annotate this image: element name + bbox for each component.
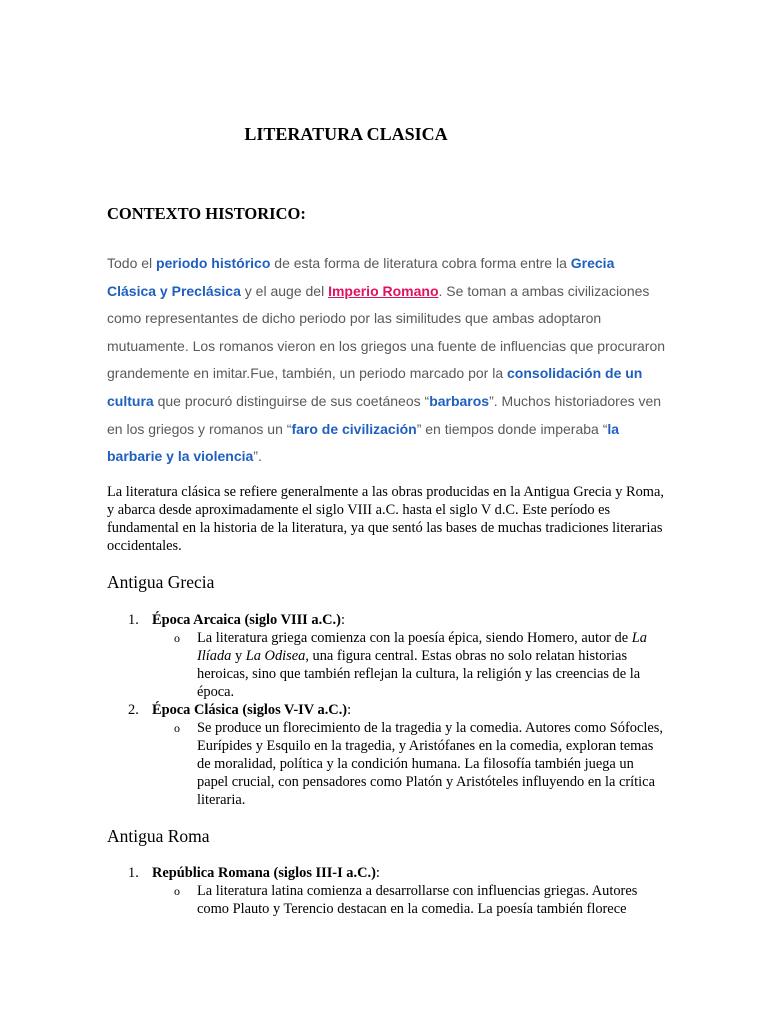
era-colon: : — [375, 865, 380, 881]
circle-bullet-icon: o — [174, 721, 180, 735]
era-name: Época Arcaica (siglo VIII a.C.) — [152, 612, 341, 628]
highlight-consolidacion-cultura: consolidación de un cultura — [107, 365, 643, 409]
intro-text: ” en tiempos donde imperaba “ — [416, 420, 608, 437]
context-heading: CONTEXTO HISTORICO: — [107, 204, 306, 223]
intro-text: ”. — [253, 448, 262, 465]
era-colon: : — [347, 702, 352, 718]
highlight-barbarie-violencia: la barbarie y la violencia — [107, 420, 620, 465]
sub-list-item — [174, 719, 664, 809]
intro-text: ”. Muchos historiadores ven en los griegos y romanos un “ — [107, 392, 662, 437]
circle-bullet-icon: o — [174, 631, 180, 645]
intro-text: . Se toman a ambas civilizaciones como representantes de dicho periodo por las similitudes que ambas adoptaron mutuamente. Los romanos vieron en los griegos una fuente de influencias que procuraron grandemente en imitar.Fue, también, un periodo marcado por la — [107, 282, 666, 382]
intro-text: Todo el — [107, 255, 157, 271]
list-number: 1. — [128, 865, 139, 881]
sub-item-text — [197, 629, 664, 701]
sub-list-item — [174, 629, 664, 701]
list-item-epoca-arcaica — [128, 611, 345, 629]
list-number: 2. — [128, 702, 139, 718]
circle-bullet-icon: o — [174, 884, 180, 898]
sub-item-text: Se produce un florecimiento de la tragedia y la comedia. Autores como Sófocles, Eurípides y Esquilo en la tragedia, y Aristófanes en la comedia, exploran temas de moralidad, política y la condición humana. La filosofía también juega un papel crucial, con pensadores como Platón y Aristóteles influyendo en la crítica literaria. — [197, 720, 663, 808]
sub-item-text: La literatura latina comienza a desarrollarse con influencias griegas. Autores como Plauto y Terencio destacan en la comedia. La poesía también florece — [197, 883, 638, 917]
highlight-barbaros: barbaros — [429, 392, 490, 409]
link-imperio-romano[interactable]: Imperio Romano — [328, 282, 439, 299]
section-heading-rome: Antigua Roma — [107, 826, 210, 846]
list-item-epoca-clasica — [128, 701, 351, 719]
highlight-grecia-clasica: Grecia Clásica y Preclásica — [107, 255, 615, 299]
sub-list-item — [174, 882, 664, 918]
document-title: LITERATURA CLASICA — [244, 124, 448, 144]
era-name: República Romana (siglos III-I a.C.) — [152, 865, 376, 881]
list-item-republica-romana — [128, 864, 380, 882]
intro-text: que procuró distinguirse de sus coetáneos “ — [153, 392, 430, 409]
work-title-odisea: La Odisea — [245, 648, 306, 664]
era-name: Época Clásica (siglos V-IV a.C.) — [152, 702, 348, 718]
intro-text: de esta forma de literatura cobra forma entre la — [270, 255, 571, 271]
era-colon: : — [340, 612, 345, 628]
text-segment: y — [231, 648, 246, 664]
intro-paragraph — [107, 250, 667, 471]
work-title-iliada: La Ilíada — [197, 630, 647, 664]
text-segment: , una figura central. Estas obras no solo relatan historias heroicas, sino que también reflejan la cultura, la religión y las creencias de la época. — [197, 648, 641, 700]
highlight-periodo-historico: periodo histórico — [156, 255, 271, 271]
text-segment: La literatura griega comienza con la poesía épica, siendo Homero, autor de — [197, 630, 632, 646]
highlight-faro-civilizacion: faro de civilización — [291, 420, 417, 437]
list-number: 1. — [128, 612, 139, 628]
intro-text: y el auge del — [240, 282, 329, 299]
section-heading-greece: Antigua Grecia — [107, 572, 215, 592]
summary-paragraph: La literatura clásica se refiere generalmente a las obras producidas en la Antigua Grecia y Roma, y abarca desde aproximadamente el siglo VIII a.C. hasta el siglo V d.C. Este período es fundamental en la historia de la literatura, ya que sentó las bases de muchas tradiciones literarias occidentales. — [107, 484, 664, 554]
